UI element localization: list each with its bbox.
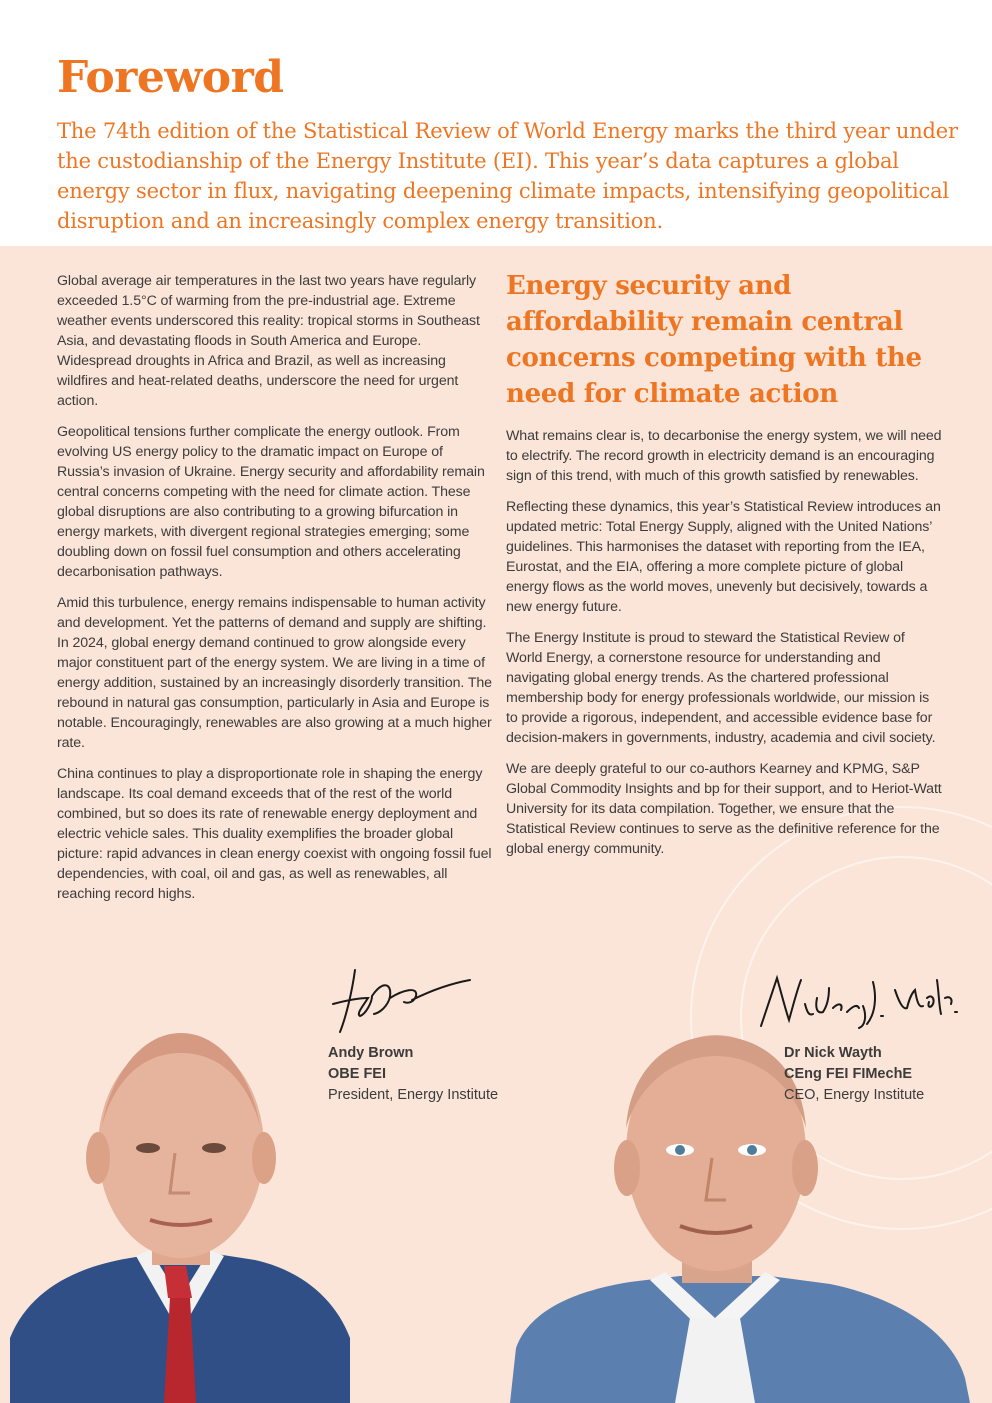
- signature-andy-brown: [328, 962, 478, 1040]
- header: [0, 0, 992, 246]
- signature-nick-wayth: [755, 968, 960, 1034]
- person-name: Dr Nick Wayth: [784, 1045, 882, 1061]
- section-subheading: Energy security and affordability remain central concerns competing with the need for climate action: [506, 271, 922, 409]
- body-paragraph: What remains clear is, to decarbonise the energy system, we will need to electrify. The record growth in electricity demand is an encouraging sign of this trend, with much of this growth satisfied by renewables.: [506, 428, 942, 484]
- body-paragraph: We are deeply grateful to our co-authors Kearney and KPMG, S&P Global Commodity Insights and bp for their support, and to Heriot-Watt University for its data compilation. Together, we ensure that the Statistical Review continues to serve as the definitive reference for the global energy community.: [506, 761, 942, 857]
- body-paragraph: Geopolitical tensions further complicate the energy outlook. From evolving US energy policy to the dramatic impact on Europe of Russia’s invasion of Ukraine. Energy security and affordability remain central concerns competing with the need for climate action. These global disruptions are also contributing to a growing bifurcation in energy markets, with divergent regional strategies emerging; some doubling down on fossil fuel consumption and others accelerating decarbonisation pathways.: [57, 424, 485, 580]
- body-paragraph: China continues to play a disproportionate role in shaping the energy landscape. Its coal demand exceeds that of the rest of the world combined, but so does its rate of renewable energy deployment and electric vehicle sales. This duality exemplifies the broader global picture: rapid advances in clean energy coexist with ongoing fossil fuel dependencies, with coal, oil and gas, as well as renewables, all reaching record highs.: [57, 766, 492, 902]
- right-column: [506, 426, 942, 870]
- person-role: CEO, Energy Institute: [784, 1087, 925, 1103]
- person-role: President, Energy Institute: [328, 1087, 499, 1103]
- person-name: Andy Brown: [328, 1045, 414, 1061]
- body-paragraph: The Energy Institute is proud to steward the Statistical Review of World Energy, a cornerstone resource for understanding and navigating global energy trends. As the chartered professional membership body for energy professionals worldwide, our mission is to provide a rigorous, independent, and accessible evidence base for decision-makers in governments, industry, academia and civil society.: [506, 630, 936, 746]
- left-column: [57, 271, 493, 915]
- body-paragraph: Global average air temperatures in the last two years have regularly exceeded 1.5°C of warming from the pre-industrial age. Extreme weather events underscored this reality: tropical storms in Southeast Asia, and devastating floods in South America and Europe. Widespread droughts in Africa and Brazil, as well as increasing wildfires and heat-related deaths, underscore the need for urgent action.: [57, 273, 480, 409]
- lede-paragraph: The 74th edition of the Statistical Review of World Energy marks the third year under the custodianship of the Energy Institute (EI). This year’s data captures a global energy sector in flux, navigating deepening climate impacts, intensifying geopolitical disruption and an increasingly complex energy transition.: [57, 119, 958, 233]
- person-info-andy-brown: [328, 1043, 498, 1106]
- person-info-nick-wayth: [784, 1043, 924, 1106]
- body-paragraph: Reflecting these dynamics, this year’s Statistical Review introduces an updated metric: Total Energy Supply, aligned with the United Nations’ guidelines. This harmonises the dataset with reporting from the IEA, Eurostat, and the EIA, offering a more complete picture of global energy flows as the world moves, unevenly but decisively, towards a new energy future.: [506, 499, 941, 615]
- page-title: Foreword: [57, 52, 284, 103]
- person-honours: OBE FEI: [328, 1066, 387, 1082]
- body-paragraph: Amid this turbulence, energy remains indispensable to human activity and development. Yet the patterns of demand and supply are shifting. In 2024, global energy demand continued to grow alongside every major constituent part of the energy system. We are living in a time of energy addition, sustained by an increasingly disorderly transition. The rebound in natural gas consumption, particularly in Asia and Europe is notable. Encouragingly, renewables are also growing at a much higher rate.: [57, 595, 492, 751]
- portrait-andy-brown: [10, 998, 350, 1403]
- person-honours: CEng FEI FIMechE: [784, 1066, 913, 1082]
